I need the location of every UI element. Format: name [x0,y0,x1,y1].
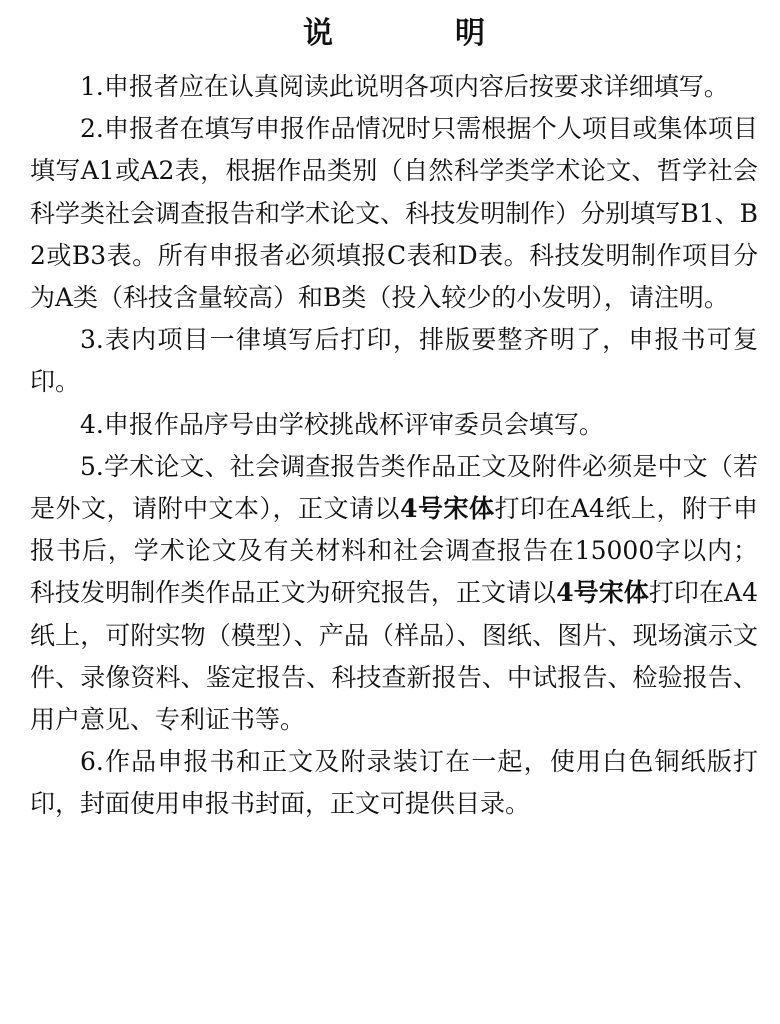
instruction-item-5 [30,446,758,741]
instruction-item-5-text-b: 打印在A4纸上，附于申报书后，学术论文及有关材料和社会调查报告在15000字以内；科技发明制作类作品正文为研究报告，正文请以 [30,494,758,608]
font-requirement-bold-2: 4号宋体 [556,578,649,608]
font-requirement-bold-1: 4号宋体 [400,494,495,524]
instruction-item-5-text-a: 5.学术论文、社会调查报告类作品正文及附件必须是中文（若是外文，请附中文本），正文请以 [30,451,758,524]
instruction-item-4: 4.申报作品序号由学校挑战杯评审委员会填写。 [80,409,604,439]
instruction-item-2: 2.申报者在填写申报作品情况时只需根据个人项目或集体项目填写A1或A2表，根据作品类别（自然科学类学术论文、哲学社会科学类社会调查报告和学术论文、科技发明制作）分别填写B1、B2或B3表。所有申报者必须填报C表和D表。科技发明制作项目分为A类（科技含量较高）和B类（投入较少的小发明），请注明。 [30,114,758,313]
page-title: 说 明 [303,16,531,51]
instruction-item-6: 6.作品申报书和正文及附录装订在一起，使用白色铜纸版打印，封面使用申报书封面，正文可提供目录。 [30,747,758,819]
instruction-item-3: 3.表内项目一律填写后打印，排版要整齐明了，申报书可复印。 [30,325,758,397]
instruction-item-5-text-c: 打印在A4纸上，可附实物（模型）、产品（样品）、图纸、图片、现场演示文件、录像资料、鉴定报告、科技查新报告、中试报告、检验报告、用户意见、专利证书等。 [30,578,758,735]
instruction-item-1: 1.申报者应在认真阅读此说明各项内容后按要求详细填写。 [80,72,729,101]
